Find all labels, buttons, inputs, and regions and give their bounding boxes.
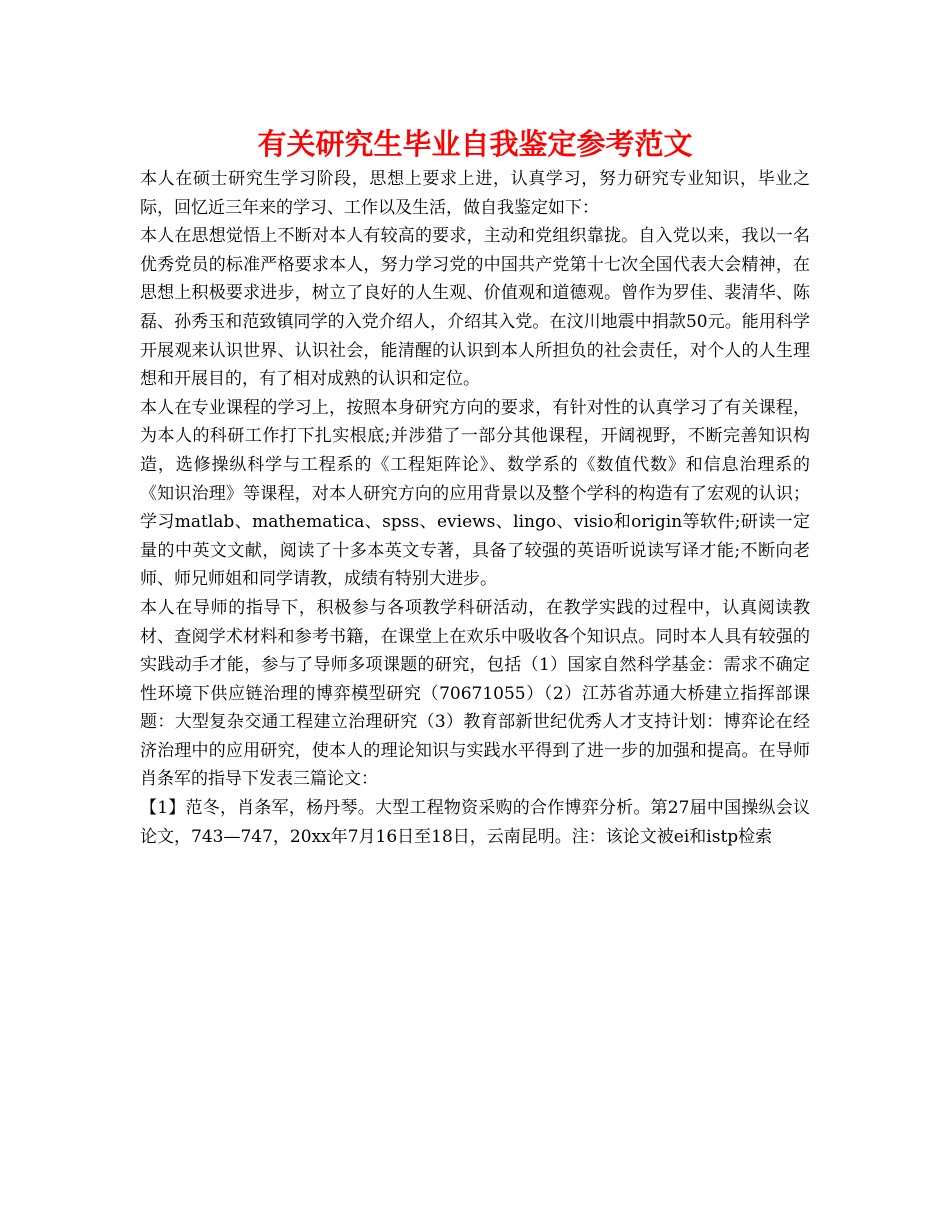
document-title: 有关研究生毕业自我鉴定参考范文 — [257, 127, 693, 161]
document-body — [140, 165, 810, 851]
paragraph-research: 本人在导师的指导下，积极参与各项教学科研活动，在教学实践的过程中，认真阅读教材、查阅学术材料和参考书籍，在课堂上在欢乐中吸收各个知识点。同时本人具有较强的实践动手才能，参与了导师多项课题的研究，包括（1）国家自然科学基金：需求不确定性环境下供应链治理的博弈模型研究（70671055）（2）江苏省苏通大桥建立指挥部课题：大型复杂交通工程建立治理研究（3）教育部新世纪优秀人才支持计划：博弈论在经济治理中的应用研究，使本人的理论知识与实践水平得到了进一步的加强和提高。在导师肖条军的指导下发表三篇论文： — [140, 597, 810, 790]
paragraph-political: 本人在思想觉悟上不断对本人有较高的要求，主动和党组织靠拢。自入党以来，我以一名优秀党员的标准严格要求本人，努力学习党的中国共产党第十七次全国代表大会精神，在思想上积极要求进步，树立了良好的人生观、价值观和道德观。曾作为罗佳、裴清华、陈磊、孙秀玉和范致镇同学的入党介绍人，介绍其入党。在汶川地震中捐款50元。能用科学开展观来认识世界、认识社会，能清醒的认识到本人所担负的社会责任，对个人的人生理想和开展目的，有了相对成熟的认识和定位。 — [140, 226, 810, 390]
paragraph-intro: 本人在硕士研究生学习阶段，思想上要求上进，认真学习，努力研究专业知识，毕业之际，回忆近三年来的学习、工作以及生活，做自我鉴定如下： — [140, 169, 810, 218]
paragraph-coursework: 本人在专业课程的学习上，按照本身研究方向的要求，有针对性的认真学习了有关课程，为本人的科研工作打下扎实根底;并涉猎了一部分其他课程，开阔视野，不断完善知识构造，选修操纵科学与工程系的《工程矩阵论》、数学系的《数值代数》和信息治理系的《知识治理》等课程，对本人研究方向的应用背景以及整个学科的构造有了宏观的认识；学习matlab、mathematica、spss、eviews、lingo、visio和origin等软件;研读一定量的中英文文献，阅读了十多本英文专著，具备了较强的英语听说读写译才能;不断向老师、师兄师姐和同学请教，成绩有特别大进步。 — [140, 397, 810, 590]
paragraph-publication-1: 【1】范冬，肖条军，杨丹琴。大型工程物资采购的合作博弈分析。第27届中国操纵会议论文，743—747，20xx年7月16日至18日，云南昆明。注：该论文被ei和istp检索 — [140, 798, 810, 847]
